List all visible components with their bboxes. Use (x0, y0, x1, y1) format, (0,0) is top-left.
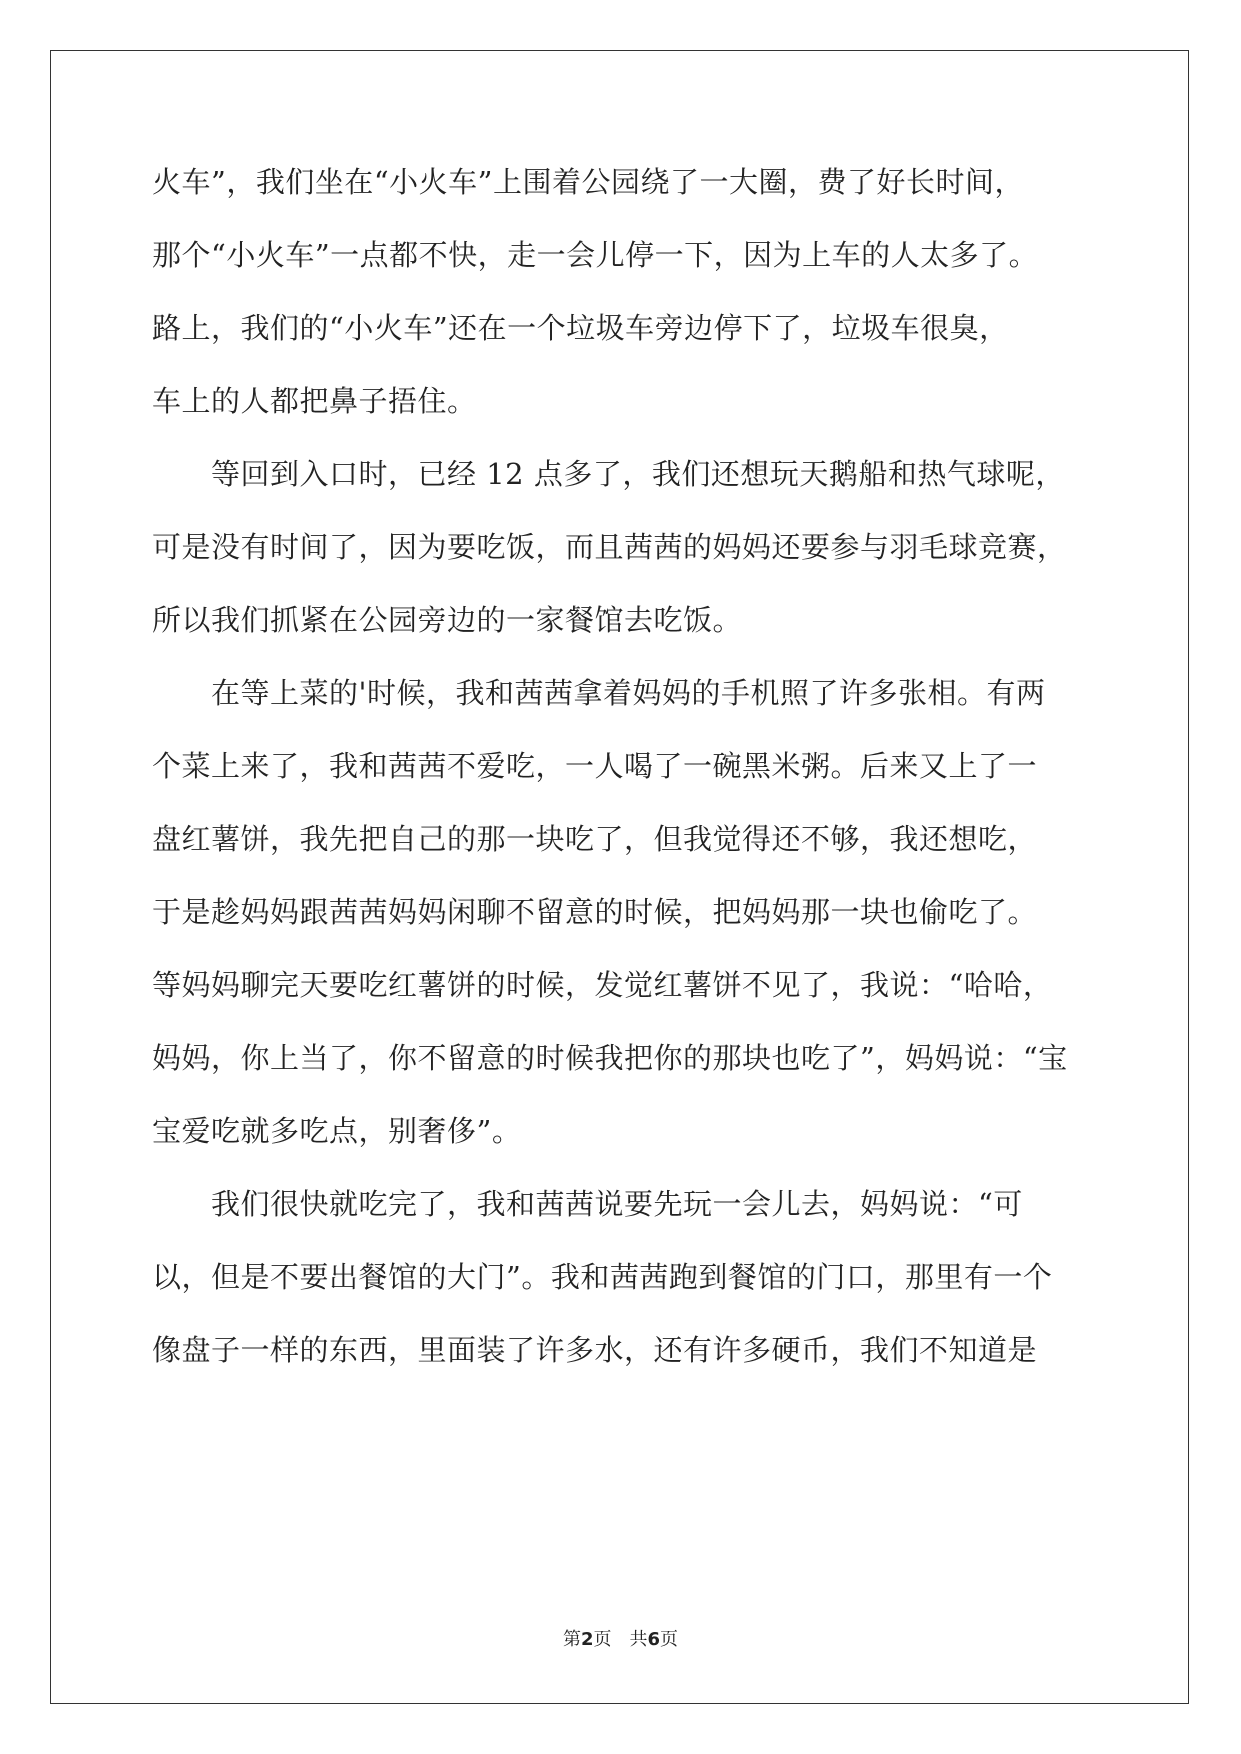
text-line: 等回到入口时，已经 12 点多了，我们还想玩天鹅船和热气球呢， (152, 457, 1065, 491)
text-line: 可是没有时间了，因为要吃饭，而且茜茜的妈妈还要参与羽毛球竞赛， (152, 530, 1067, 564)
footer-total-prefix: 共 (629, 1629, 648, 1650)
text-line: 等妈妈聊完天要吃红薯饼的时候，发觉红薯饼不见了，我说：“哈哈， (152, 968, 1053, 1002)
footer-page-number: 2 (580, 1629, 594, 1650)
text-line: 宝爱吃就多吃点，别奢侈”。 (152, 1114, 522, 1148)
text-line: 妈妈，你上当了，你不留意的时候我把你的那块也吃了”，妈妈说：“宝 (152, 1041, 1068, 1075)
text-line: 那个“小火车”一点都不快，走一会儿停一下，因为上车的人太多了。 (152, 238, 1039, 272)
text-line: 所以我们抓紧在公园旁边的一家餐馆去吃饭。 (152, 603, 743, 637)
text-line: 我们很快就吃完了，我和茜茜说要先玩一会儿去，妈妈说：“可 (152, 1187, 1023, 1221)
text-line: 在等上菜的'时候，我和茜茜拿着妈妈的手机照了许多张相。有两 (152, 676, 1046, 710)
text-line: 个菜上来了，我和茜茜不爱吃，一人喝了一碗黑米粥。后来又上了一 (152, 749, 1038, 783)
text-line: 车上的人都把鼻子捂住。 (152, 384, 477, 418)
page-footer (0, 1625, 1241, 1651)
text-line: 路上，我们的“小火车”还在一个垃圾车旁边停下了，垃圾车很臭， (152, 311, 1009, 345)
text-line: 以，但是不要出餐馆的大门”。我和茜茜跑到餐馆的门口，那里有一个 (152, 1260, 1053, 1294)
footer-total-suffix: 页 (660, 1629, 679, 1650)
text-line: 于是趁妈妈跟茜茜妈妈闲聊不留意的时候，把妈妈那一块也偷吃了。 (152, 895, 1038, 929)
text-line: 盘红薯饼，我先把自己的那一块吃了，但我觉得还不够，我还想吃， (152, 822, 1038, 856)
footer-total-pages: 6 (647, 1629, 661, 1650)
text-line: 火车”，我们坐在“小火车”上围着公园绕了一大圈，费了好长时间， (152, 165, 1024, 199)
footer-prefix: 第 (562, 1629, 581, 1650)
footer-page-suffix: 页 (593, 1629, 612, 1650)
text-line: 像盘子一样的东西，里面装了许多水，还有许多硬币，我们不知道是 (152, 1333, 1038, 1367)
page-border (50, 50, 1189, 1704)
